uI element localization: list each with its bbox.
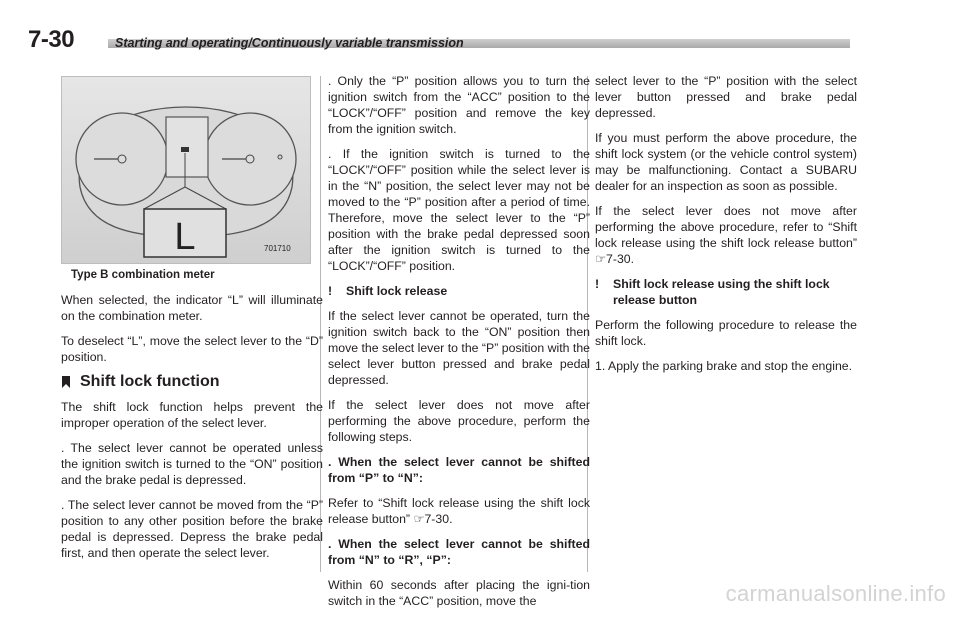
bullet-item: . Only the “P” position allows you to turn the ignition switch from the “ACC” position to the “LOCK”/“OFF” position and remove the key from the ignition switch. (328, 74, 590, 136)
column-3 (595, 73, 857, 383)
subsection-heading (595, 276, 857, 308)
paragraph: Perform the following procedure to release the shift lock. (595, 318, 857, 348)
section-heading-text: Shift lock function (80, 373, 220, 390)
numbered-step: 1. Apply the parking brake and stop the engine. (595, 359, 853, 373)
section-title: Starting and operating/Continuously variable transmission (115, 36, 464, 50)
paragraph: If you must perform the above procedure, the shift lock system (or the vehicle control system) may be malfunctioning. Contact a SUBARU dealer for an inspection as soon as possible. (595, 131, 857, 193)
bullet-item: . If the ignition switch is turned to the “LOCK”/“OFF” position while the select lever is in the “N” position, the select lever may not be moved to the “P” position after a period of time. Therefore, move the select lever to the “P” position with the brake pedal depressed soon after the ignition switch is turned to the “LOCK”/“OFF” position. (328, 147, 590, 273)
paragraph: Refer to “Shift lock release using the shift lock release button” ☞7-30. (328, 496, 590, 526)
figure-caption: Type B combination meter (71, 269, 215, 281)
subsection-heading-text: Shift lock release using the shift lock release button (613, 277, 830, 307)
paragraph: The shift lock function helps prevent the improper operation of the select lever. (61, 400, 323, 430)
column-2 (328, 73, 590, 618)
watermark: carmanualsonline.info (725, 581, 946, 606)
paragraph: When selected, the indicator “L” will illuminate on the combination meter. (61, 293, 323, 323)
paragraph: select lever to the “P” position with the select lever button pressed and brake pedal depressed. (595, 74, 857, 120)
paragraph: If the select lever does not move after performing the above procedure, perform the following steps. (328, 398, 590, 444)
bullet-item: . When the select lever cannot be shifted from “P” to “N”: (328, 455, 590, 485)
subsection-heading (328, 283, 590, 299)
subsection-heading-text: Shift lock release (346, 284, 448, 298)
paragraph: If the select lever cannot be operated, turn the ignition switch back to the “ON” position then move the select lever to the “P” position with the select lever button pressed and brake pedal depressed. (328, 309, 590, 387)
bullet-item: . The select lever cannot be moved from the “P” position to any other position before the brake pedal is depressed. Depress the brake pedal first, and then operate the select lever. (61, 498, 323, 560)
column-1 (61, 76, 323, 570)
page-number: 7-30 (28, 26, 75, 53)
bullet-item: . When the select lever cannot be shifted from “N” to “R”, “P”: (328, 537, 590, 567)
paragraph: To deselect “L”, move the select lever to the “D” position. (61, 334, 323, 364)
combination-meter-illustration (62, 77, 310, 263)
paragraph: If the select lever does not move after performing the above procedure, refer to “Shift lock release using the shift lock release button” ☞7-30. (595, 204, 857, 266)
paragraph: Within 60 seconds after placing the igni-tion switch in the “ACC” position, move the (328, 578, 590, 608)
section-marker-icon (61, 376, 71, 388)
combination-meter-figure (61, 76, 311, 264)
bullet-item: . The select lever cannot be operated unless the ignition switch is turned to the “ON” position and the brake pedal is depressed. (61, 441, 323, 487)
figure-code: 701710 (264, 244, 291, 253)
warning-mark-icon: ! (595, 277, 600, 291)
section-heading (61, 374, 323, 390)
warning-mark-icon: ! (328, 284, 333, 298)
page-header (28, 26, 850, 56)
indicator-letter: L (174, 216, 196, 258)
